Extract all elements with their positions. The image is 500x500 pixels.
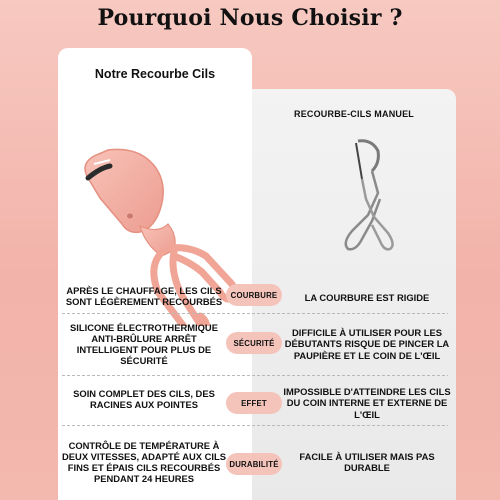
our-feature-text: SOIN COMPLET DES CILS, DES RACINES AUX POINTES <box>73 387 215 410</box>
row-divider <box>62 375 448 376</box>
manual-curler-heading: RECOURBE-CILS MANUEL <box>294 109 414 119</box>
criteria-badge: EFFET <box>226 392 282 414</box>
manual-feature-text: DIFFICILE À UTILISER POUR LES DÉBUTANTS RISQUE DE PINCER LA PAUPIÈRE ET LE COIN DE L'ŒIL <box>284 327 450 361</box>
manual-feature-text: LA COURBURE EST RIGIDE <box>304 292 430 304</box>
manual-eyelash-curler-image <box>322 133 402 263</box>
our-feature-text: CONTRÔLE DE TEMPÉRATURE À DEUX VITESSES, ADAPTÉ AUX CILS FINS ET ÉPAIS CILS RECOURBÉS PENDANT 24 HEURES <box>62 439 226 485</box>
criteria-badge: SÉCURITÉ <box>226 332 282 354</box>
page-title: Pourquoi Nous Choisir ? <box>97 5 403 31</box>
our-feature-text: SILICONE ÉLECTROTHERMIQUE ANTI-BRÛLURE ARRÊT INTELLIGENT POUR PLUS DE SÉCURITÉ <box>70 321 218 367</box>
criteria-badge: COURBURE <box>226 284 282 306</box>
row-divider <box>62 313 448 314</box>
our-feature-text: APRÈS LE CHAUFFAGE, LES CILS SONT LÉGÈREMENT RECOURBÉS <box>65 284 223 307</box>
row-divider <box>62 425 448 426</box>
our-product-heading: Notre Recourbe Cils <box>94 67 216 81</box>
manual-feature-text: FACILE À UTILISER MAIS PAS DURABLE <box>299 450 435 473</box>
criteria-badge: DURABILITÉ <box>226 453 282 475</box>
manual-feature-text: IMPOSSIBLE D'ATTEINDRE LES CILS DU COIN INTERNE ET EXTERNE DE L'ŒIL <box>283 386 451 420</box>
